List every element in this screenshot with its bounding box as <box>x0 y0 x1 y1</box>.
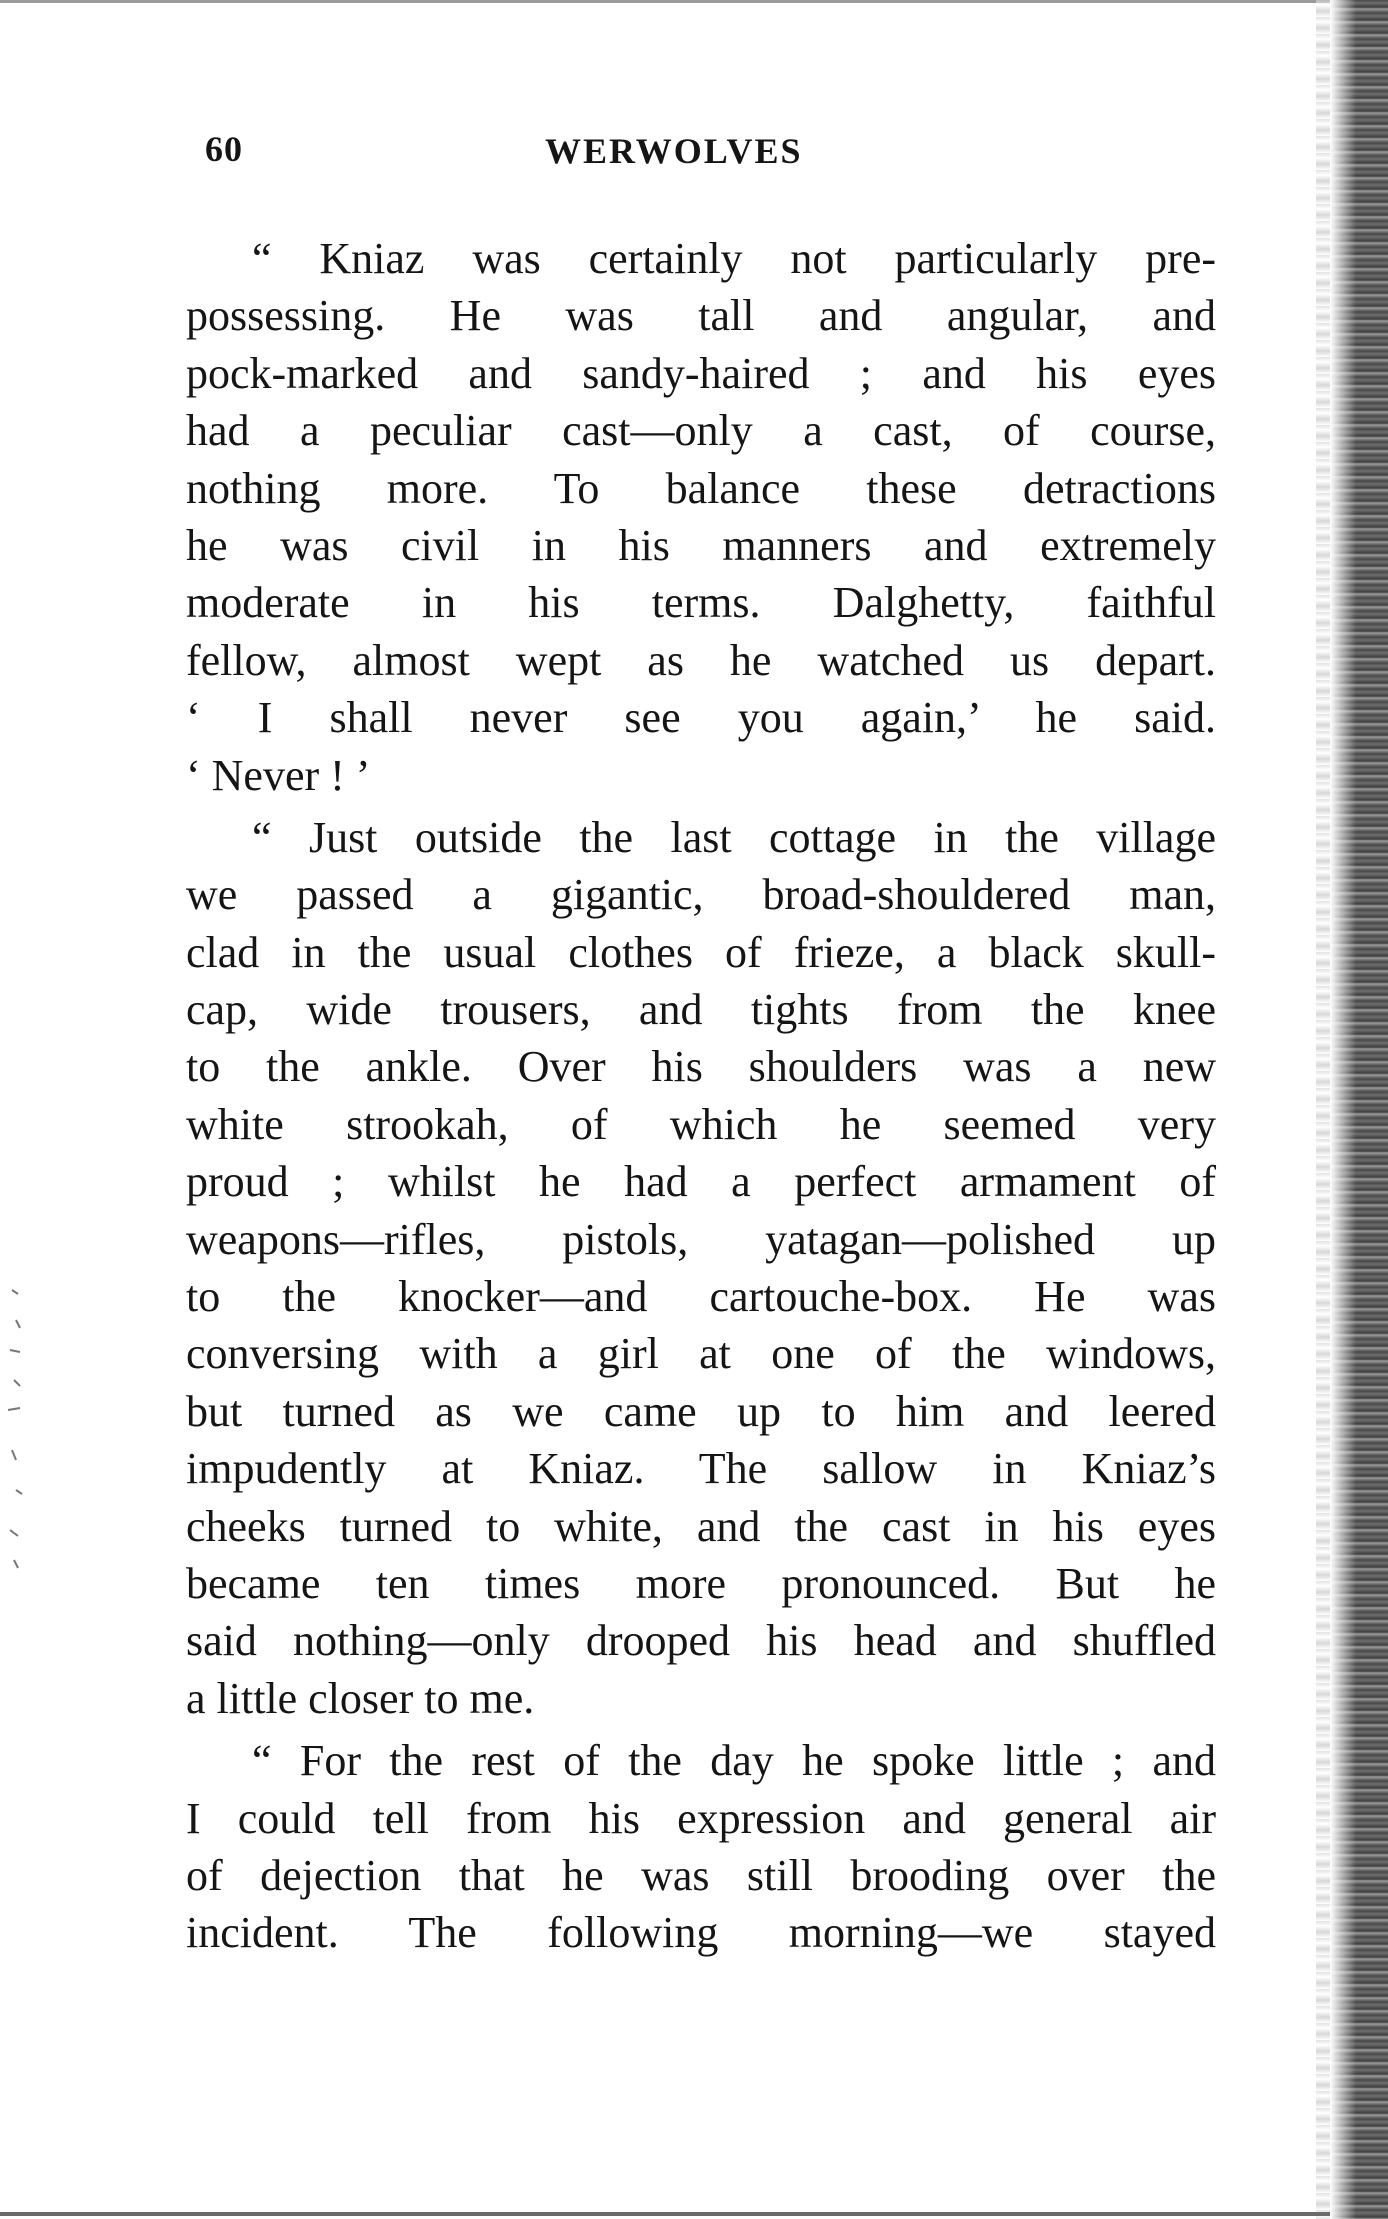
text-line: fellow, almost wept as he watched us depart. <box>186 635 1216 685</box>
text-line: of dejection that he was still brooding over the <box>186 1850 1216 1900</box>
text-line: ‘ Never ! ’ <box>186 750 371 800</box>
scan-specks <box>2 1260 42 1590</box>
text-line: “ Just outside the last cottage in the village <box>252 812 1216 862</box>
text-line: “ For the rest of the day he spoke little ; and <box>252 1736 1216 1786</box>
text-line: a little closer to me. <box>186 1673 535 1723</box>
text-line: impudently at Kniaz. The sallow in Kniaz’s <box>186 1444 1216 1494</box>
text-line: had a peculiar cast—only a cast, of course, <box>186 406 1216 456</box>
text-line: incident. The following morning—we stayed <box>186 1908 1216 1958</box>
text-line: he was civil in his manners and extremely <box>186 520 1216 570</box>
text-line: cheeks turned to white, and the cast in his eyes <box>186 1501 1216 1551</box>
page-right-edge <box>1330 0 1388 2219</box>
page-edge-shadow <box>1316 0 1330 2219</box>
text-line: we passed a gigantic, broad-shouldered man, <box>186 870 1216 920</box>
text-line: I could tell from his expression and general air <box>186 1793 1216 1843</box>
text-line: nothing more. To balance these detractions <box>186 463 1216 513</box>
text-line: conversing with a girl at one of the windows, <box>186 1329 1216 1379</box>
text-line: proud ; whilst he had a perfect armament of <box>186 1157 1216 1207</box>
text-line: pock-marked and sandy-haired ; and his eyes <box>186 348 1216 398</box>
page-top-edge <box>0 0 1330 3</box>
text-line: moderate in his terms. Dalghetty, faithful <box>186 578 1216 628</box>
body-text <box>186 230 1216 1962</box>
text-line: but turned as we came up to him and leered <box>186 1386 1216 1436</box>
text-line: said nothing—only drooped his head and shuffled <box>186 1616 1216 1666</box>
page-bottom-edge <box>0 2212 1330 2216</box>
page-header <box>205 128 895 188</box>
text-line: clad in the usual clothes of frieze, a black skull- <box>186 927 1216 977</box>
text-line: became ten times more pronounced. But he <box>186 1558 1216 1608</box>
text-line: to the ankle. Over his shoulders was a new <box>186 1042 1216 1092</box>
text-line: possessing. He was tall and angular, and <box>186 291 1216 341</box>
text-line: to the knocker—and cartouche-box. He was <box>186 1272 1216 1322</box>
paragraph <box>186 809 1216 1727</box>
page-number: 60 <box>205 129 243 169</box>
paragraph <box>186 1732 1216 1962</box>
text-line: weapons—rifles, pistols, yatagan—polished up <box>186 1214 1216 1264</box>
text-line: ‘ I shall never see you again,’ he said. <box>186 693 1216 743</box>
paragraph <box>186 230 1216 804</box>
text-line: cap, wide trousers, and tights from the knee <box>186 985 1216 1035</box>
running-head: WERWOLVES <box>545 131 803 171</box>
text-line: white strookah, of which he seemed very <box>186 1099 1216 1149</box>
text-line: “ Kniaz was certainly not particularly pre- <box>252 234 1216 283</box>
